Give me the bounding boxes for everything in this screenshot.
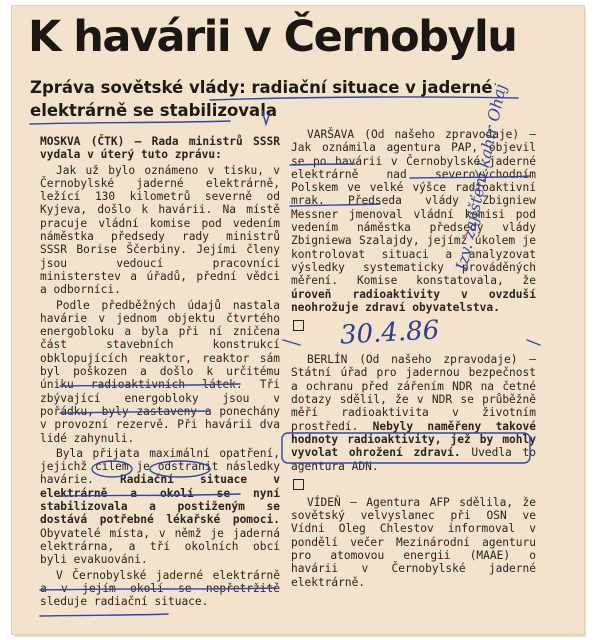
paragraph [40, 135, 280, 162]
bold-text: úroveň radioaktivity v ovzduší neohrožuje zdraví obyvatelstva. [291, 287, 536, 314]
dateline: VARŠAVA (Od našeho zpravodaje) — [307, 128, 536, 141]
paragraph-text: Agentura AFP sdělila, že sovětský velvyslanec při OSN ve Vídni Oleg Chlestov informoval v pondělí večer Mezinárodní agenturu pro atomovou energii (MAAE) o havárii v Černobylské jaderné elektrárně. [291, 495, 536, 589]
right-column [291, 128, 536, 595]
paragraph-text: Jak už bylo oznámeno v tisku, v Černobylské jaderné elektrárně, ležící 130 kilometrů severně od Kyjeva, došlo k havárii. Na místě pracuje vládní komise pod vedením náměstka předsedy rady ministrů SSSR Borise Ščerbiny. Jejími členy jsou vedoucí pracovníci ministerstev a úřadů, přední vědci a odborníci. [40, 163, 280, 297]
headline: K havárii v Černobylu [28, 12, 517, 62]
paragraph-text: Obyvatelé místa, v němž je jaderná elektrárna, a tří okolních obcí byli evakuováni. [40, 526, 280, 567]
paragraph [40, 569, 280, 609]
news-item-berlin [291, 353, 536, 473]
news-item-warsaw [291, 128, 536, 314]
news-item-vienna [291, 496, 536, 589]
dateline: VÍDEŇ — [307, 495, 357, 509]
paragraph-text: Státní úřad pro jadernou bezpečnost a ochranu před zářením NDR na četné dotazy sdělil, že v NDR se průběžně měří radioaktivita v životním prostředí. [291, 366, 536, 433]
paragraph-text: V Černobylské jaderné elektrárně a v jejím okolí se nepřetržitě sleduje radiační situace. [40, 568, 280, 609]
separator-box-icon [293, 320, 304, 331]
handwritten-margin-note: Izv. zajišťění kahir Ohaj [452, 82, 511, 272]
dateline: MOSKVA (ČTK) — [40, 135, 142, 148]
paragraph [40, 447, 280, 567]
left-column [40, 135, 280, 610]
dateline: BERLÍN (Od našeho zpravodaje) — [307, 353, 536, 367]
separator-box-icon [293, 479, 304, 490]
paragraph-text: Jak oznámila agentura PAP, objevil se po havárii v Černobylské jaderné elektrárně nad severovýchodním Polskem ve velké výšce radioaktivní mrak. Předseda vlády Zbigniew Messner jmenoval vládní komisi pod vedením náměstka předsedy vlády Zbigniewa Szalajdy, jejímž úkolem je kontrolovat situaci a analyzovat výsledky systematicky prováděných měření. Komise konstatovala, že [291, 141, 536, 288]
paragraph [40, 164, 280, 297]
paragraph-text: Podle předběžných údajů nastala havárie v jednom objektu čtvrtého energobloku a byla při ní zničena část stavebních konstrukcí obklopujících reaktor, reaktor sám byl poškozen a došlo k určitému úniku radioaktivních látek. Tři zbývající energobloky jsou v pořádku, byly zastaveny a ponechány v provozní rezervě. Při havárii dva lidé zahynuli. [40, 298, 280, 445]
bold-text: Radiační situace v elektrárně a okolí se nyní stabilizovala a postiženým se dostává potřebné lékařské pomoci. [40, 473, 280, 527]
paragraph-text: Uvedla to agentura ADN. [291, 446, 536, 473]
bold-text: Nebyly naměřeny takové hodnoty radioaktivity, jež by mohly vyvolat ohrožení zdraví. [291, 419, 536, 460]
paragraph [40, 299, 280, 445]
paragraph-text: Rada ministrů SSSR vydala v úterý tuto zprávu: [40, 135, 280, 162]
paragraph-text: Byla přijata maximální opatření, jejichž cílem je odstranit následky havárie. [40, 446, 280, 487]
subheadline: Zpráva sovětské vlády: radiační situace v jaderné elektrárně se stabilizovala [30, 78, 493, 120]
handwritten-date: 30.4.86 [339, 315, 440, 351]
